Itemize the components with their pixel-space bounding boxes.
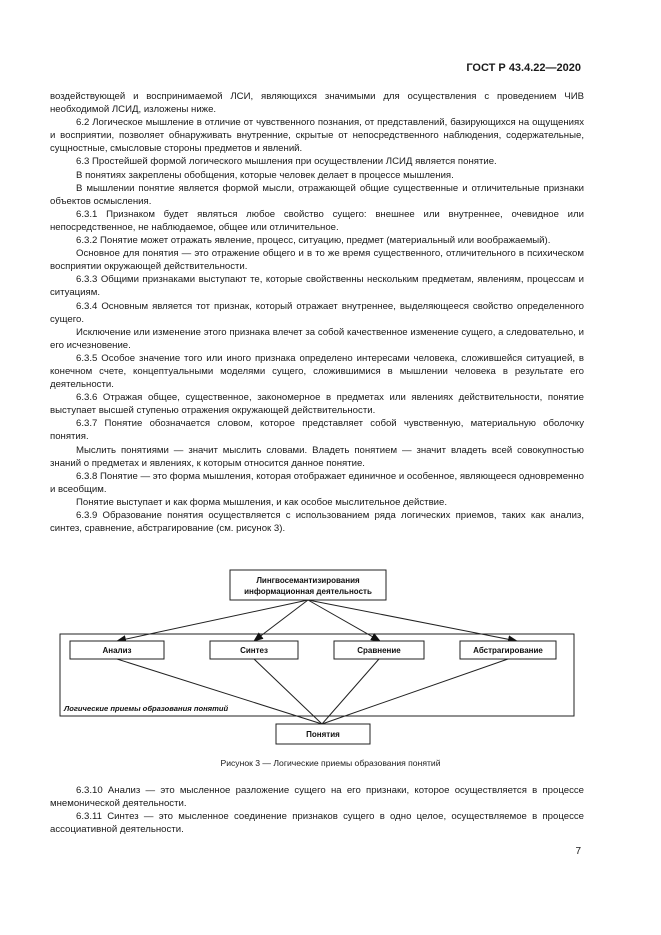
method-label: Синтез	[240, 646, 268, 655]
method-label: Абстрагирование	[473, 646, 543, 655]
paragraph: 6.3.6 Отражая общее, существенное, закономерное в предметах или явлениях действительности, понятие выступает высшей ступенью отражения окружающей действительности.	[50, 392, 584, 417]
line-analysis-concepts	[117, 659, 322, 724]
paragraph: 6.3.4 Основным является тот признак, который отражает внутреннее, выделяющееся свойство определенного сущего.	[50, 300, 584, 325]
arrow-analysis	[117, 600, 308, 641]
paragraph: 6.2 Логическое мышление в отличие от чувственного познания, от представлений, базирующихся на ощущениях и восприятии, позволяет обнаруживать внутренние, скрытые от непосредственного наблюдения, содержательные, сущностные, смысловые стороны предметов и явлений.	[50, 117, 584, 155]
paragraph: воздействующей и воспринимаемой ЛСИ, являющихся значимыми для осуществления с проведением ЧИВ необходимой ЛСИД, изложены ниже.	[50, 91, 584, 116]
group-label: Логические приемы образования понятий	[64, 704, 229, 713]
figure-3	[0, 560, 661, 750]
method-label: Сравнение	[357, 646, 401, 655]
figure-caption: Рисунок 3 — Логические приемы образования понятий	[220, 758, 441, 768]
page-number: 7	[575, 846, 581, 857]
paragraph: 6.3 Простейшей формой логического мышления при осуществлении ЛСИД является понятие.	[76, 156, 497, 168]
line-synthesis-concepts	[254, 659, 322, 724]
method-label: Анализ	[102, 646, 132, 655]
top-box-line1: Лингвосемантизирования	[256, 576, 360, 585]
body-text-bottom	[50, 784, 584, 836]
paragraph: В понятиях закреплены обобщения, которые человек делает в процессе мышления.	[76, 169, 454, 181]
body-text-top	[50, 90, 584, 535]
top-box-line2: информационная деятельность	[244, 587, 372, 596]
paragraph: 6.3.1 Признаком будет являться любое свойство сущего: внешнее или внутреннее, очевидное или непосредственное, не наблюдаемое, общее или отличительное.	[50, 208, 584, 233]
paragraph: 6.3.9 Образование понятия осуществляется с использованием ряда логических приемов, таких как анализ, синтез, сравнение, абстрагирование (см. рисунок 3).	[50, 510, 584, 535]
paragraph: Мыслить понятиями — значит мыслить словами. Владеть понятием — значит владеть всей совокупностью знаний о предметах и явлениях, к которым относится данное понятие.	[50, 444, 584, 469]
paragraph: 6.3.5 Особое значение того или иного признака определено интересами человека, сложившейся ситуацией, в конечном счете, концептуальными моделями сущего, сложившимися в мышлении человека в результате его деятельности.	[50, 352, 584, 391]
paragraph: 6.3.3 Общими признаками выступают те, которые свойственны нескольким предметам, явлениям, процессам и ситуациям.	[50, 274, 584, 299]
paragraph: 6.3.2 Понятие может отражать явление, процесс, ситуацию, предмет (материальный или воображаемый).	[76, 235, 551, 247]
paragraph: 6.3.7 Понятие обозначается словом, которое представляет собой чувственную, материальную оболочку понятия.	[50, 418, 584, 443]
paragraph: Исключение или изменение этого признака влечет за собой качественное изменение сущего, а следовательно, и его исчезновение.	[50, 326, 584, 351]
arrow-comparison	[308, 600, 380, 641]
arrow-abstraction	[308, 600, 517, 641]
paragraph: Понятие выступает и как форма мышления, и как особое мыслительное действие.	[76, 496, 448, 508]
paragraph: 6.3.10 Анализ — это мысленное разложение сущего на его признаки, которое осуществляется в процессе мнемонической деятельности.	[50, 785, 584, 810]
paragraph: В мышлении понятие является формой мысли, отражающей общие существенные и отличительные признаки объектов осмысления.	[50, 182, 584, 207]
figure-diagram	[0, 560, 661, 750]
bottom-box-label: Понятия	[306, 730, 340, 739]
paragraph: 6.3.11 Синтез — это мысленное соединение признаков сущего в одно целое, осуществляемое в процессе ассоциативной деятельности.	[50, 811, 584, 836]
standard-header: ГОСТ Р 43.4.22—2020	[466, 62, 581, 74]
paragraph: 6.3.8 Понятие — это форма мышления, которая отображает единичное и особенное, являющееся одновременно и всеобщим.	[50, 470, 584, 495]
paragraph: Основное для понятия — это отражение общего и в то же время существенного, отличительного в психическом восприятии окружающей действительности.	[50, 248, 584, 273]
